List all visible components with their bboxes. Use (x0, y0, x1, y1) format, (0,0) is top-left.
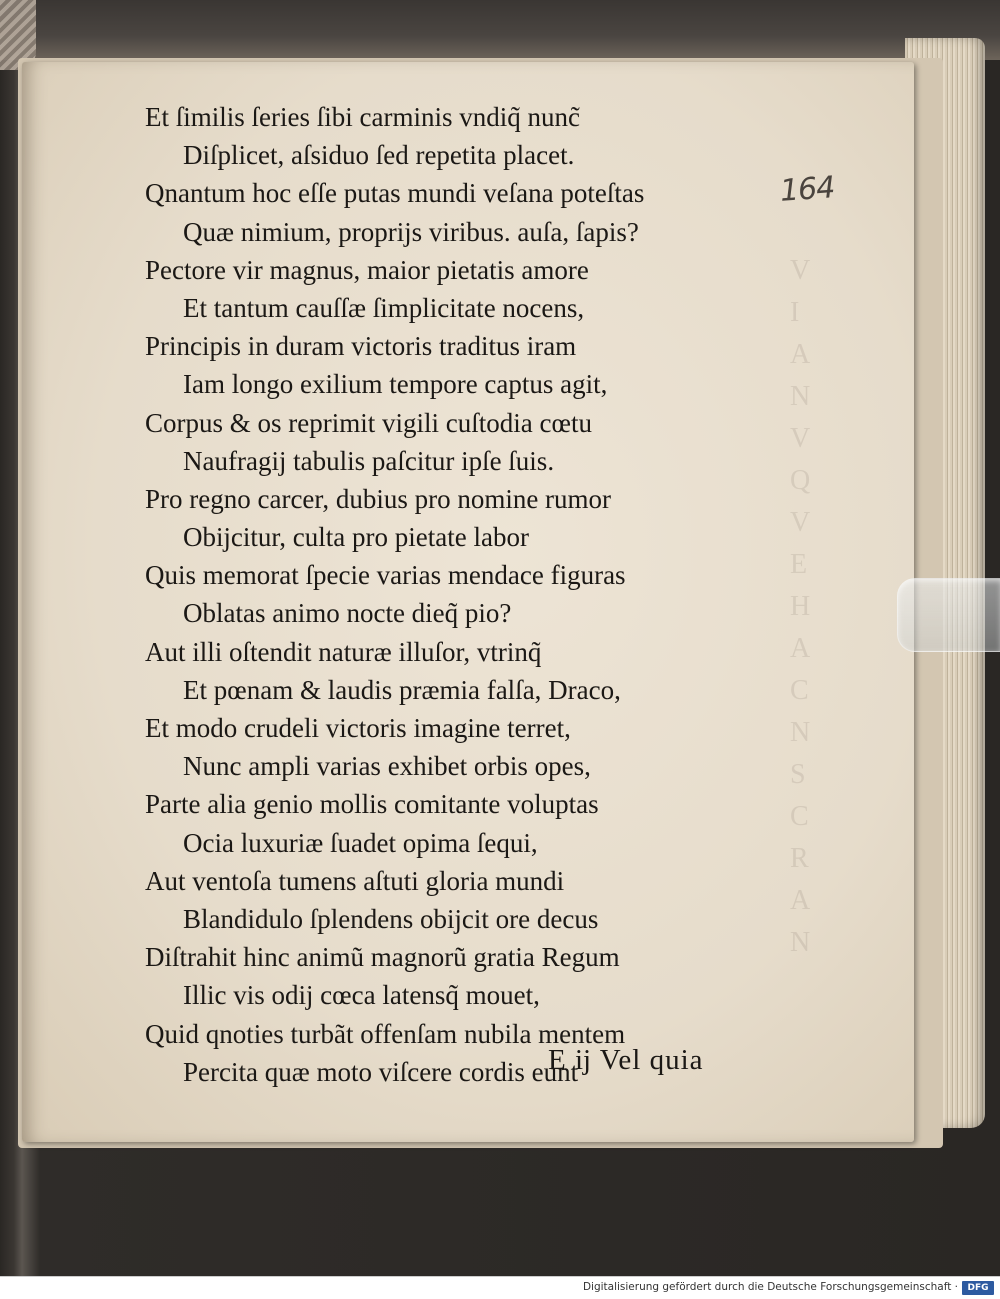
verse-line: Ocia luxuriæ ſuadet opima ſequi, (183, 827, 538, 858)
verse-line: Diſplicet, aſsiduo ſed repetita placet. (183, 140, 575, 171)
verse-line: Diſtrahit hinc animũ magnorũ gratia Regum (145, 942, 620, 973)
verse-line: Qnantum hoc eſſe putas mundi veſana poteſtas (145, 178, 645, 209)
page-clip (897, 578, 1000, 652)
verse-line: Oblatas animo nocte dieq̃ pio? (183, 598, 512, 629)
verse-line: Illic vis odĳ cœca latensq̃ mouet, (183, 980, 540, 1011)
footer-bar (0, 1276, 1000, 1299)
verse-line: Quis memorat ſpecie varias mendace figuras (145, 560, 626, 591)
verse-line: Principis in duram victoris traditus iram (145, 331, 577, 362)
footer-text: Digitalisierung gefördert durch die Deutsche Forschungsgemeinschaft · (582, 1281, 958, 1293)
verse-line: Et tantum cauſſæ ſimplicitate nocens, (183, 292, 585, 323)
verse-block (145, 98, 785, 1091)
verse-line: Quæ nimium, proprĳs viribus. auſa, ſapis? (183, 216, 639, 247)
folio-number: 164 (778, 170, 836, 209)
show-through-text: V I A N V Q V E H A C N S C R A N (790, 255, 811, 958)
verse-line: Parte alia genio mollis comitante voluptas (145, 789, 599, 820)
verse-line: Et ſimilis ſeries ſibi carminis vndiq̃ nunc̃ (145, 102, 580, 132)
verse-line: Aut ventoſa tumens aſtuti gloria mundi (145, 865, 565, 896)
verse-line: Et modo crudeli victoris imagine terret, (145, 713, 571, 743)
verse-line: Nunc ampli varias exhibet orbis opes, (183, 751, 591, 782)
verse-line: Iam longo exilium tempore captus agit, (183, 369, 608, 400)
verse-line: Pectore vir magnus, maior pietatis amore (145, 254, 589, 285)
verse-line: Aut illi oſtendit naturæ illuſor, vtrinq̃ (145, 636, 542, 667)
verse-line: Naufragĳ tabulis paſcitur ipſe ſuis. (183, 445, 555, 476)
book-cover-top (0, 0, 1000, 60)
dfg-logo: DFG (962, 1281, 994, 1295)
verse-line: Blandidulo ſplendens obĳcit ore decus (183, 903, 599, 934)
verse-line: Corpus & os reprimit vigili cuſtodia cœtu (145, 407, 592, 438)
verse-line: Quid qnoties turbãt offenſam nubila mentem (145, 1018, 626, 1049)
verse-line: Percita quæ moto viſcere cordis eunt (183, 1056, 579, 1087)
catchword: E ĳ Vel quia (548, 1044, 704, 1076)
verse-line: Et pœnam & laudis præmia falſa, Draco, (183, 674, 621, 705)
verse-line: Pro regno carcer, dubius pro nomine rumor (145, 483, 612, 514)
verse-line: Obĳcitur, culta pro pietate labor (183, 522, 529, 553)
